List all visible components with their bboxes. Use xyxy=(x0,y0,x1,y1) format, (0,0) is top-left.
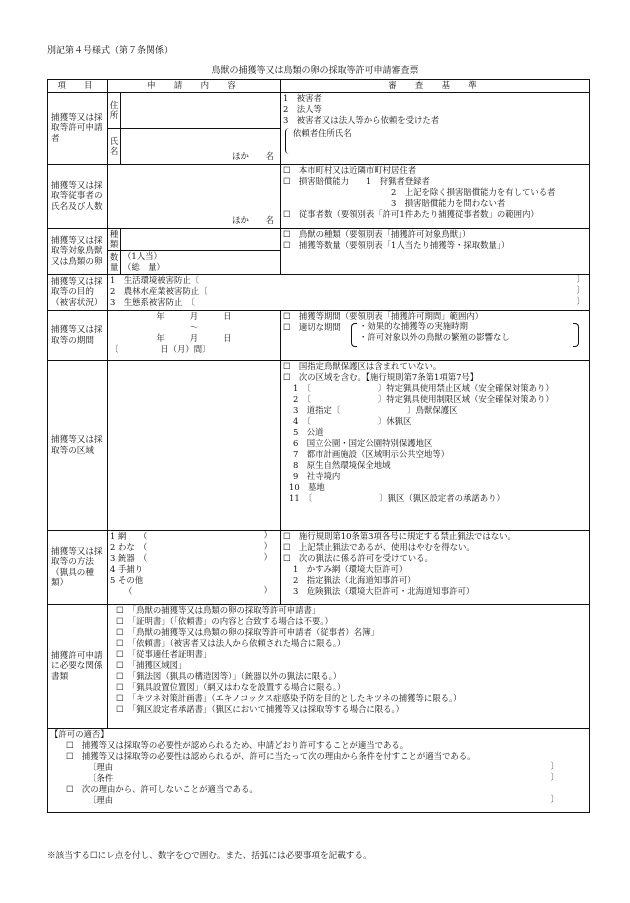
method-close-6: ） xyxy=(263,585,272,595)
verdict-close-3: 〕 xyxy=(550,794,559,804)
area-zone-1: 1 〔 〕特定猟具使用禁止区域（安全確保対策あり） xyxy=(293,383,554,393)
doc-9[interactable]: ☐ 「キツネ対策計画書」（エキノコックス症感染予防を目的としたキツネの捕獲等に限る。） xyxy=(116,693,462,703)
doc-8[interactable]: ☐ 「猟具設置位置図」（網又はわなを設置する場合に限る。） xyxy=(116,682,346,692)
area-zone-9: 9 社寺境内 xyxy=(293,471,341,481)
page-title: 鳥獣の捕獲等又は鳥類の卵の採取等許可申請審査票 xyxy=(211,66,419,76)
method-2: 2 わな （ xyxy=(110,542,148,552)
area-label: 捕獲等又は採取等の区域 xyxy=(48,361,108,531)
purpose-close-1: 〕 xyxy=(576,274,585,284)
name-field[interactable] xyxy=(121,129,281,165)
area-zone-5: 5 公道 xyxy=(293,427,324,437)
workers-review-4: 3 損害賠償能力を問わない者 xyxy=(391,198,506,208)
verdict-heading: 【許可の適否】 xyxy=(50,729,109,739)
method-review-2: ☐ 上記禁止猟法であるが、使用はやむを得ない。 xyxy=(283,542,475,552)
method-3: 3 銃器 （ xyxy=(110,553,148,563)
area-zone-4: 4 〔 〕休猟区 xyxy=(293,416,412,426)
col-review-header: 審 査 基 準 xyxy=(281,80,590,93)
applicant-others: ほか 名 xyxy=(232,151,274,162)
kind-label: 種類 xyxy=(108,229,121,251)
period-reason-1: ・効果的な捕獲等の実施時期 xyxy=(359,321,468,331)
qty-per-person: （1人当） xyxy=(123,251,162,261)
purpose-1[interactable]: 1 生活環境被害防止〔 xyxy=(110,275,200,285)
species-review-1: ☐ 鳥獣の種類（要領別表「捕獲許可対象鳥獣」） xyxy=(283,229,471,239)
method-6: （ xyxy=(124,586,133,596)
col-application-header: 申 請 内 容 xyxy=(108,80,281,93)
area-zone-11: 11 〔 〕猟区（猟区設定者の承諾あり） xyxy=(289,493,505,503)
doc-5[interactable]: ☐ 「従事適任者証明書」 xyxy=(116,649,212,659)
area-review-2: ☐ 次の区域を含む。【施行規則第7条第1項第7号】 xyxy=(283,372,479,382)
verdict-close-2: 〕 xyxy=(550,772,559,782)
applicant-review-1: 1 被害者 xyxy=(283,93,322,103)
address-label: 住所 xyxy=(108,93,121,129)
documents-label: 捕獲許可申請に必要な関係書類 xyxy=(48,605,108,729)
applicant-review-2: 2 法人等 xyxy=(283,104,322,114)
period-field[interactable] xyxy=(108,311,281,361)
area-zone-2: 2 〔 〕特定猟具使用制限区域（安全確保対策あり） xyxy=(293,394,554,404)
species-review-2: ☐ 捕獲等数量（要領別表「1人当たり捕獲等・採取数量」） xyxy=(283,240,510,250)
qty-total: （総 量） xyxy=(123,262,165,272)
verdict-reason[interactable]: 〔理由 xyxy=(88,762,114,772)
purpose-close-2: 〕 xyxy=(576,285,585,295)
area-zone-3: 3 道指定〔 〕鳥獣保護区 xyxy=(293,405,458,415)
applicant-review-3: 3 被害者又は法人等から依頼を受けた者 xyxy=(283,115,440,125)
period-label: 捕獲等又は採取等の期間 xyxy=(48,311,108,361)
workers-label: 捕獲等又は採取等従事者の氏名及び人数 xyxy=(48,165,108,229)
address-field[interactable] xyxy=(121,93,281,129)
purpose-3[interactable]: 3 生態系被害防止 〔 xyxy=(110,297,195,307)
footnote: ※該当する☐にレ点を付し、数字を○で囲む。また、括弧には必要事項を記載する。 xyxy=(47,851,372,861)
method-review-3: ☐ 次の猟法に係る許可を受けている。 xyxy=(283,553,433,563)
qty-field[interactable] xyxy=(121,251,281,275)
reasons-bracket-right xyxy=(573,323,579,347)
workers-review-1: ☐ 本市町村又は近隣市町村居住者 xyxy=(283,165,417,175)
doc-2[interactable]: ☐ 「証明書」（「依頼書」の内容と合致する場合は不要。） xyxy=(116,616,333,626)
qty-label: 数量 xyxy=(108,251,121,275)
period-review-1: ☐ 捕獲等期間（要領別表「捕獲許可期間」範囲内） xyxy=(283,311,484,321)
period-tilde: ～ xyxy=(189,322,199,332)
method-label: 捕獲等又は採取等の方法（猟具の種類） xyxy=(48,531,108,605)
requester-label: 依頼者住所氏名 xyxy=(293,128,352,138)
purpose-close-3: 〕 xyxy=(576,296,585,306)
method-review-1: ☐ 施行規則第10条第3項各号に規定する禁止猟法ではない。 xyxy=(283,531,516,541)
verdict-option-2[interactable]: ☐ 捕獲等又は採取等の必要性は認められるが、許可に当たって次の理由から条件を付すことが適当である。 xyxy=(66,751,476,761)
method-4: 4 手捕り xyxy=(110,564,144,574)
name-label: 氏名 xyxy=(108,129,121,165)
doc-6[interactable]: ☐ 「捕獲区域図」 xyxy=(116,660,187,670)
doc-1[interactable]: ☐ 「鳥獣の捕獲等又は鳥類の卵の採取等許可申請書」 xyxy=(116,605,321,615)
workers-review-3: 2 上記を除く損害賠償能力を有している者 xyxy=(391,187,556,197)
form-ref: 別記第４号様式（第７条関係） xyxy=(47,46,174,56)
applicant-label: 捕獲等又は採取等許可申請者 xyxy=(48,93,108,165)
period-end: 年 月 日 xyxy=(156,333,232,343)
method-review-4: 1 かすみ網（環境大臣許可） xyxy=(293,564,408,574)
doc-4[interactable]: ☐ 「依頼書」（被害者又は法人から依頼された場合に限る。） xyxy=(116,638,346,648)
doc-3[interactable]: ☐ 「鳥獣の捕獲等又は鳥類の卵の採取等許可申請者（従事者）名簿」 xyxy=(116,627,379,637)
method-close-3: ） xyxy=(263,552,272,562)
doc-10[interactable]: ☐ 「猟区設定者承諾書」（猟区において捕獲等又は採取等する場合に限る。） xyxy=(116,704,405,714)
verdict-reason-2[interactable]: 〔理由 xyxy=(88,795,114,805)
area-zone-6: 6 国立公園・国定公園特別保護地区 xyxy=(293,438,433,448)
workers-review-2: ☐ 損害賠償能力 1 狩猟者登録者 xyxy=(283,176,430,186)
workers-review-5: ☐ 従事者数（要領別表「許可1件あたり捕獲従事者数」の範囲内） xyxy=(283,209,539,219)
method-1: 1 網 （ xyxy=(110,531,148,541)
reasons-bracket-left xyxy=(351,323,357,347)
method-review-5: 2 指定猟法（北海道知事許可） xyxy=(293,575,416,585)
doc-7[interactable]: ☐ 「猟法図（猟具の構造図等）」（銃器以外の猟法に限る。） xyxy=(116,671,342,681)
species-label: 捕獲等又は採取等対象鳥獣又は鳥類の卵 xyxy=(48,229,108,275)
method-close-1: ） xyxy=(263,530,272,540)
method-review-6: 3 危険猟法（環境大臣許可・北海道知事許可） xyxy=(293,586,475,596)
verdict-condition[interactable]: 〔条件 xyxy=(88,773,114,783)
period-reason-2: ・許可対象以外の鳥獣の繁殖の影響なし xyxy=(359,332,510,342)
verdict-option-3[interactable]: ☐ 次の理由から、許可しないことが適当である。 xyxy=(66,784,258,794)
workers-others: ほか 名 xyxy=(232,215,274,226)
verdict-close-1: 〕 xyxy=(550,761,559,771)
col-item-header: 項 目 xyxy=(48,80,108,93)
area-zone-8: 8 原生自然環境保全地域 xyxy=(293,460,391,470)
purpose-label: 捕獲等又は採取等の目的（被害状況） xyxy=(48,275,108,311)
method-5: 5 その他 xyxy=(110,575,144,585)
purpose-2[interactable]: 2 農林水産業被害防止〔 xyxy=(110,286,208,296)
area-field[interactable] xyxy=(108,361,281,531)
area-zone-7: 7 都市計画施設（区域明示公共空地等） xyxy=(293,449,450,459)
kind-field[interactable] xyxy=(121,229,281,251)
method-field[interactable] xyxy=(108,531,281,605)
period-review-2: ☐ 適切な期間 xyxy=(283,322,341,332)
review-table xyxy=(47,79,590,813)
area-zone-10: 10 墓地 xyxy=(289,482,325,492)
verdict-option-1[interactable]: ☐ 捕獲等又は採取等の必要性が認められるため、申請どおり許可することが適当である。 xyxy=(66,740,409,750)
area-review-1: ☐ 国指定鳥獣保護区は含まれていない。 xyxy=(283,361,442,371)
method-close-2: ） xyxy=(263,541,272,551)
period-days: 〔 日（月）間〕 xyxy=(110,344,211,354)
period-start: 年 月 日 xyxy=(156,311,232,321)
workers-field[interactable] xyxy=(108,165,281,229)
